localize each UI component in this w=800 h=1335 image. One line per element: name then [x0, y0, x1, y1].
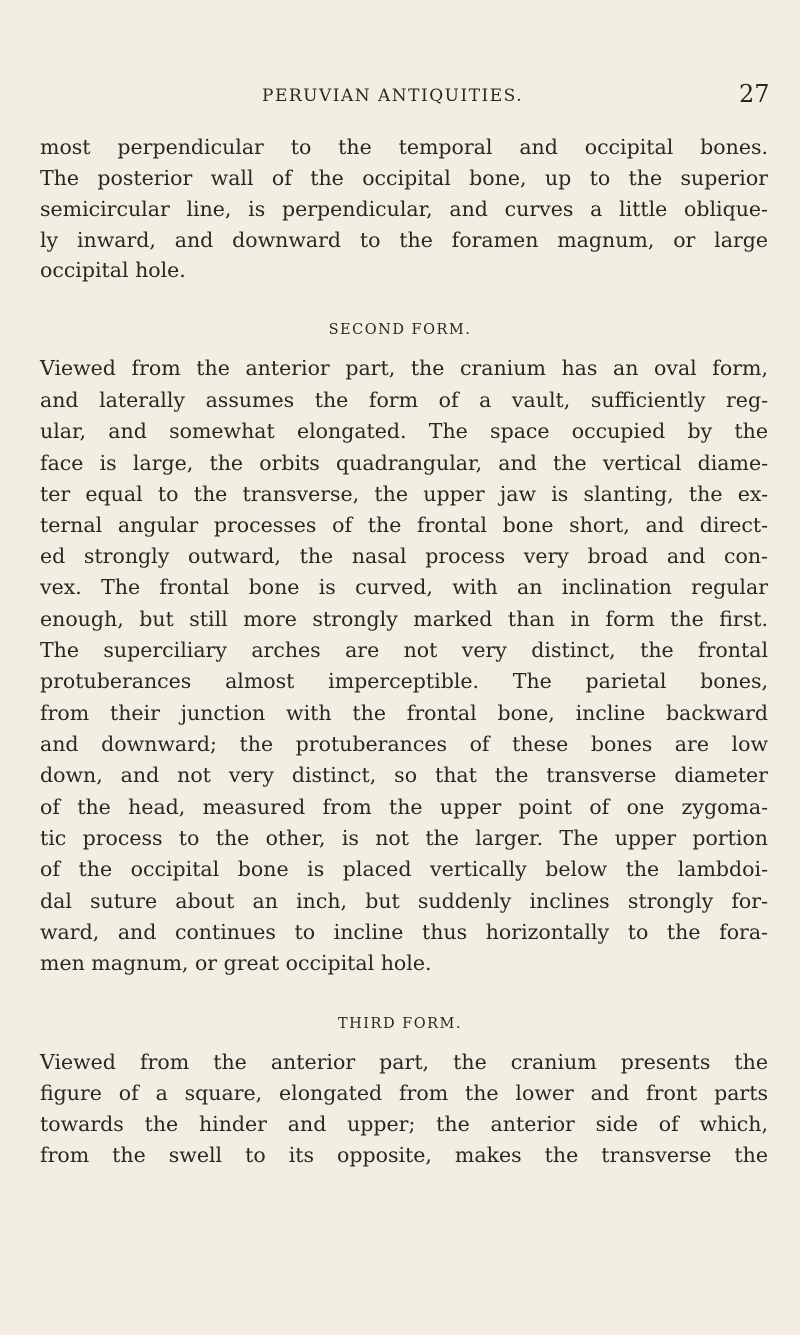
text-line: vex. The frontal bone is curved, with an inclination regular: [40, 575, 768, 599]
text-line: occipital hole.: [40, 258, 186, 282]
text-line: Viewed from the anterior part, the cranium has an oval form,: [40, 356, 768, 380]
text-line: The superciliary arches are not very distinct, the frontal: [40, 638, 768, 662]
text-line: protuberances almost imperceptible. The parietal bones,: [40, 669, 768, 693]
text-line: The posterior wall of the occipital bone, up to the superior: [40, 166, 768, 190]
text-line: ed strongly outward, the nasal process very broad and con-: [40, 544, 768, 568]
text-line: ward, and continues to incline thus horizontally to the fora-: [40, 920, 768, 944]
text-line: face is large, the orbits quadrangular, and the vertical diame-: [40, 451, 768, 475]
text-line: men magnum, or great occipital hole.: [40, 951, 432, 975]
text-line: towards the hinder and upper; the anterior side of which,: [40, 1112, 768, 1136]
page-number: 27: [739, 80, 770, 108]
text-line: most perpendicular to the temporal and occipital bones.: [40, 135, 768, 159]
text-line: tic process to the other, is not the larger. The upper portion: [40, 826, 768, 850]
text-line: dal suture about an inch, but suddenly inclines strongly for-: [40, 889, 768, 913]
text-line: enough, but still more strongly marked than in form the first.: [40, 607, 768, 631]
text-line: from the swell to its opposite, makes the transverse the: [40, 1143, 768, 1167]
section-heading-third-form: THIRD FORM.: [337, 1016, 463, 1032]
text-line: down, and not very distinct, so that the transverse diameter: [40, 763, 768, 787]
text-line: semicircular line, is perpendicular, and curves a little oblique-: [40, 197, 768, 221]
text-line: figure of a square, elongated from the lower and front parts: [40, 1081, 768, 1105]
text-line: and downward; the protuberances of these bones are low: [40, 732, 768, 756]
text-line: of the occipital bone is placed vertically below the lambdoi-: [40, 857, 768, 881]
text-line: from their junction with the frontal bone, incline backward: [40, 701, 768, 725]
text-line: of the head, measured from the upper point of one zygoma-: [40, 795, 768, 819]
text-line: ternal angular processes of the frontal bone short, and direct-: [40, 513, 768, 537]
text-line: ular, and somewhat elongated. The space occupied by the: [40, 419, 768, 443]
running-head: PERUVIAN ANTIQUITIES.: [262, 86, 524, 106]
text-line: ly inward, and downward to the foramen magnum, or large: [40, 228, 768, 252]
section-heading-second-form: SECOND FORM.: [328, 322, 472, 338]
text-line: Viewed from the anterior part, the cranium presents the: [40, 1050, 768, 1074]
text-line: and laterally assumes the form of a vault, sufficiently reg-: [40, 388, 768, 412]
text-line: ter equal to the transverse, the upper jaw is slanting, the ex-: [40, 482, 768, 506]
